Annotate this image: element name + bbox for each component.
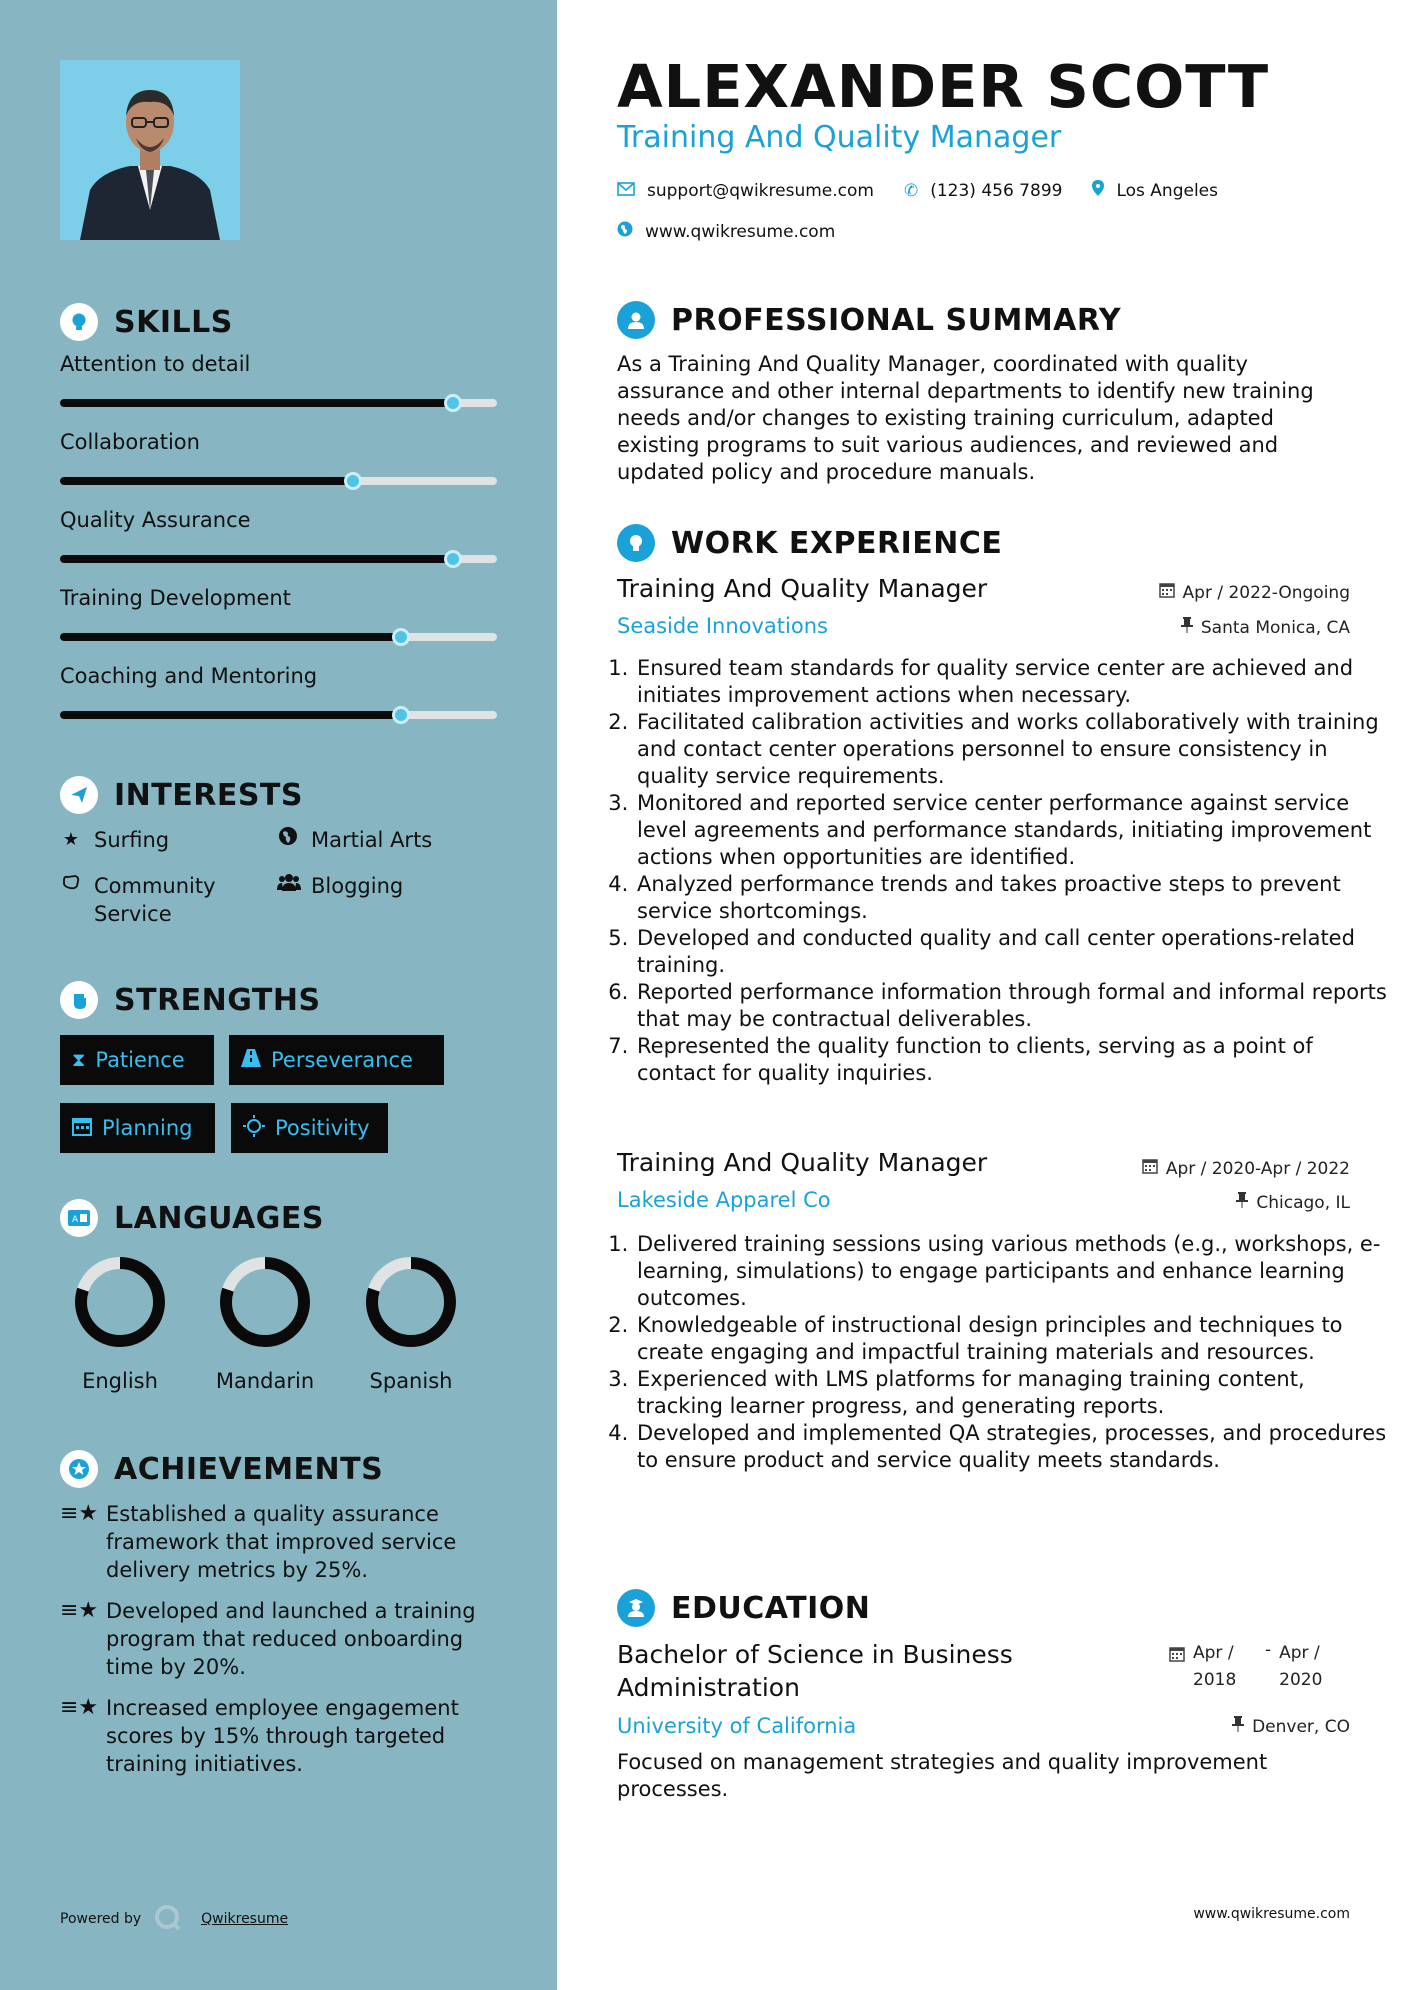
interest-item	[60, 826, 169, 854]
lightbulb-icon	[60, 303, 98, 341]
skill-level-knob	[344, 472, 362, 490]
powered-by-label: Powered by	[60, 1911, 142, 1927]
job-location-text: Santa Monica, CA	[1200, 617, 1350, 638]
pushpin-icon	[1232, 1716, 1244, 1737]
strength-tag	[60, 1103, 215, 1153]
website[interactable]: www.qwikresume.com	[645, 221, 836, 242]
users-icon	[277, 872, 299, 901]
job-bullet: 2. Knowledgeable of instructional design principles and techniques to create engaging and impactful training materials and resources.	[635, 1312, 1395, 1366]
company-name: Seaside Innovations	[617, 614, 828, 638]
job-bullet: 7. Represented the quality function to clients, serving as a point of contact for quality inquiries.	[635, 1033, 1395, 1087]
briefcase-icon	[617, 524, 655, 562]
skill-bar	[60, 477, 497, 485]
brand-link[interactable]: Qwikresume	[201, 1911, 289, 1927]
svg-text:A: A	[72, 1215, 79, 1225]
location: Los Angeles	[1116, 180, 1218, 201]
achievement-text: Developed and launched a training program that reduced onboarding time by 20%.	[106, 1599, 476, 1679]
calendar-icon	[1159, 582, 1175, 603]
interest-label: Community Service	[94, 874, 216, 926]
paper-plane-icon	[60, 776, 98, 814]
skill-bar	[60, 555, 497, 563]
achievement-text: Increased employee engagement scores by 15% through targeted training initiatives.	[106, 1696, 459, 1776]
skill-bar-fill	[60, 633, 401, 641]
skills-heading-row	[60, 303, 233, 341]
strength-tag	[229, 1035, 444, 1085]
fist-icon	[60, 981, 98, 1019]
job-bullet: 3. Experienced with LMS platforms for managing training content, tracking learner progress, and generating reports.	[635, 1366, 1395, 1420]
experience-heading: WORK EXPERIENCE	[671, 525, 1003, 561]
calendar-icon	[72, 1116, 92, 1141]
pushpin-icon	[1236, 1192, 1248, 1213]
education-location	[1232, 1716, 1350, 1737]
job-dates-text: Apr / 2022-Ongoing	[1182, 582, 1350, 603]
job-bullet: 1. Delivered training sessions using various methods (e.g., workshops, e-learning, simulations) to engage participants and enhance learning outcomes.	[635, 1231, 1395, 1312]
skill-bar	[60, 633, 497, 641]
job-bullet: 5. Developed and conducted quality and call center operations-related training.	[635, 925, 1395, 979]
phone[interactable]: (123) 456 7899	[930, 180, 1063, 201]
language-label: Mandarin	[215, 1369, 315, 1393]
map-pin-icon	[1092, 180, 1104, 201]
interest-item	[60, 872, 250, 928]
sidebar	[0, 0, 557, 1990]
language-ring	[210, 1247, 320, 1357]
profile-photo	[60, 60, 240, 240]
summary-text: As a Training And Quality Manager, coordinated with quality assurance and other internal departments to identify new training needs and/or changes to existing training curriculum, adapted existing programs to suit various audiences, and reviewed and updated policy and procedure manuals.	[617, 352, 1314, 484]
interest-label: Martial Arts	[311, 828, 433, 852]
summary-heading: PROFESSIONAL SUMMARY	[671, 302, 1122, 338]
language-label: Spanish	[369, 1369, 453, 1393]
achievements-heading-row	[60, 1450, 383, 1488]
website-row	[617, 221, 835, 242]
achievement-item	[60, 1694, 500, 1778]
calendar-icon	[1142, 1158, 1158, 1179]
main-column	[557, 0, 1407, 1990]
education-heading: EDUCATION	[671, 1590, 871, 1626]
email[interactable]: support@qwikresume.com	[647, 180, 874, 201]
job-location-text: Chicago, IL	[1256, 1192, 1350, 1213]
person-photo-illustration	[60, 60, 240, 240]
job-dates	[1159, 582, 1350, 603]
interests-heading: INTERESTS	[114, 777, 303, 813]
hourglass-icon: ⧗	[72, 1049, 86, 1071]
interest-item	[277, 872, 403, 901]
job-bullet: 3. Monitored and reported service center performance against service level agreements and performance standards, initiating improvement actions when opportunities are identified.	[635, 790, 1395, 871]
road-icon	[241, 1049, 261, 1072]
calendar-icon	[1169, 1640, 1185, 1694]
skill-bar-fill	[60, 555, 453, 563]
shooting-star-icon: ≡★	[60, 1598, 99, 1623]
experience-heading-row	[617, 524, 1002, 562]
shooting-star-icon: ≡★	[60, 1695, 99, 1720]
phone-icon: ✆	[903, 180, 919, 201]
skill-bar-fill	[60, 477, 353, 485]
achievement-text: Established a quality assurance framework that improved service delivery metrics by 25%.	[106, 1502, 457, 1582]
interest-label: Surfing	[94, 828, 170, 852]
company-name: Lakeside Apparel Co	[617, 1188, 831, 1212]
date-separator: -	[1265, 1640, 1272, 1660]
star-icon: ★	[62, 829, 80, 850]
education-end: Apr / 2020	[1279, 1643, 1323, 1690]
globe-icon	[277, 826, 299, 855]
hand-icon	[60, 872, 82, 928]
interest-item	[277, 826, 432, 855]
skill-level-knob	[444, 394, 462, 412]
skill-label: Coaching and Mentoring	[60, 664, 318, 688]
shooting-star-icon: ≡★	[60, 1501, 99, 1526]
language-label: English	[82, 1369, 158, 1393]
languages-heading-row	[60, 1199, 324, 1237]
pushpin-icon	[1181, 617, 1193, 638]
skill-level-knob	[444, 550, 462, 568]
skill-level-knob	[392, 706, 410, 724]
job-title: Training And Quality Manager	[617, 574, 988, 603]
skill-level-knob	[392, 628, 410, 646]
skill-bar	[60, 711, 497, 719]
strength-tag	[231, 1103, 388, 1153]
candidate-role: Training And Quality Manager	[617, 120, 1062, 155]
skill-label: Attention to detail	[60, 352, 251, 376]
languages-heading: LANGUAGES	[114, 1200, 324, 1236]
graduate-icon	[617, 1589, 655, 1627]
strength-label: Planning	[102, 1116, 193, 1140]
skills-heading: SKILLS	[114, 304, 233, 340]
sun-icon	[243, 1115, 265, 1142]
job-bullet: 1. Ensured team standards for quality service center are achieved and initiates improvement actions when necessary.	[635, 655, 1395, 709]
job-location	[1181, 617, 1350, 638]
globe-icon	[617, 221, 633, 242]
job-bullet: 4. Analyzed performance trends and takes proactive steps to prevent service shortcomings.	[635, 871, 1395, 925]
achievements-heading: ACHIEVEMENTS	[114, 1451, 384, 1487]
star-badge-icon	[60, 1450, 98, 1488]
skill-label: Quality Assurance	[60, 508, 251, 532]
interest-label: Blogging	[311, 874, 404, 898]
job-title: Training And Quality Manager	[617, 1148, 988, 1177]
language-ring	[65, 1247, 175, 1357]
achievement-item	[60, 1500, 500, 1584]
job-bullets	[617, 1231, 1395, 1474]
strength-tag	[60, 1035, 214, 1085]
interests-heading-row	[60, 776, 303, 814]
qwikresume-logo-icon	[153, 1903, 181, 1935]
language-ring	[356, 1247, 466, 1357]
strength-label: Patience	[95, 1048, 185, 1072]
job-dates	[1142, 1158, 1350, 1179]
footer-site[interactable]: www.qwikresume.com	[1193, 1906, 1350, 1922]
education-text: Focused on management strategies and quality improvement processes.	[617, 1750, 1268, 1801]
strengths-heading-row	[60, 981, 321, 1019]
candidate-name: ALEXANDER SCOTT	[617, 52, 1270, 121]
education-start: Apr / 2018	[1193, 1643, 1237, 1690]
language-icon	[60, 1199, 98, 1237]
summary-heading-row	[617, 301, 1121, 339]
job-bullet: 6. Reported performance information through formal and informal reports that may be contractual deliverables.	[635, 979, 1395, 1033]
contact-row	[617, 180, 1218, 201]
education-dates	[1169, 1640, 1329, 1694]
skill-bar	[60, 399, 497, 407]
education-heading-row	[617, 1589, 870, 1627]
envelope-icon	[617, 181, 635, 201]
skill-bar-fill	[60, 399, 453, 407]
achievement-item	[60, 1597, 500, 1681]
school-name: University of California	[617, 1714, 857, 1738]
skill-label: Training Development	[60, 586, 291, 610]
job-bullet: 4. Developed and implemented QA strategies, processes, and procedures to ensure product and service quality meets standards.	[635, 1420, 1395, 1474]
powered-by	[60, 1903, 288, 1935]
job-bullet: 2. Facilitated calibration activities and works collaboratively with training and contact center operations personnel to ensure consistency in quality service requirements.	[635, 709, 1395, 790]
job-dates-text: Apr / 2020-Apr / 2022	[1165, 1158, 1350, 1179]
skill-label: Collaboration	[60, 430, 200, 454]
degree: Bachelor of Science in Business Administration	[617, 1640, 1013, 1702]
skill-bar-fill	[60, 711, 401, 719]
strength-label: Positivity	[275, 1116, 370, 1140]
education-location-text: Denver, CO	[1252, 1716, 1350, 1737]
job-location	[1236, 1192, 1350, 1213]
user-icon	[617, 301, 655, 339]
strengths-heading: STRENGTHS	[114, 982, 321, 1018]
strength-label: Perseverance	[271, 1048, 413, 1072]
job-bullets	[617, 655, 1395, 1087]
